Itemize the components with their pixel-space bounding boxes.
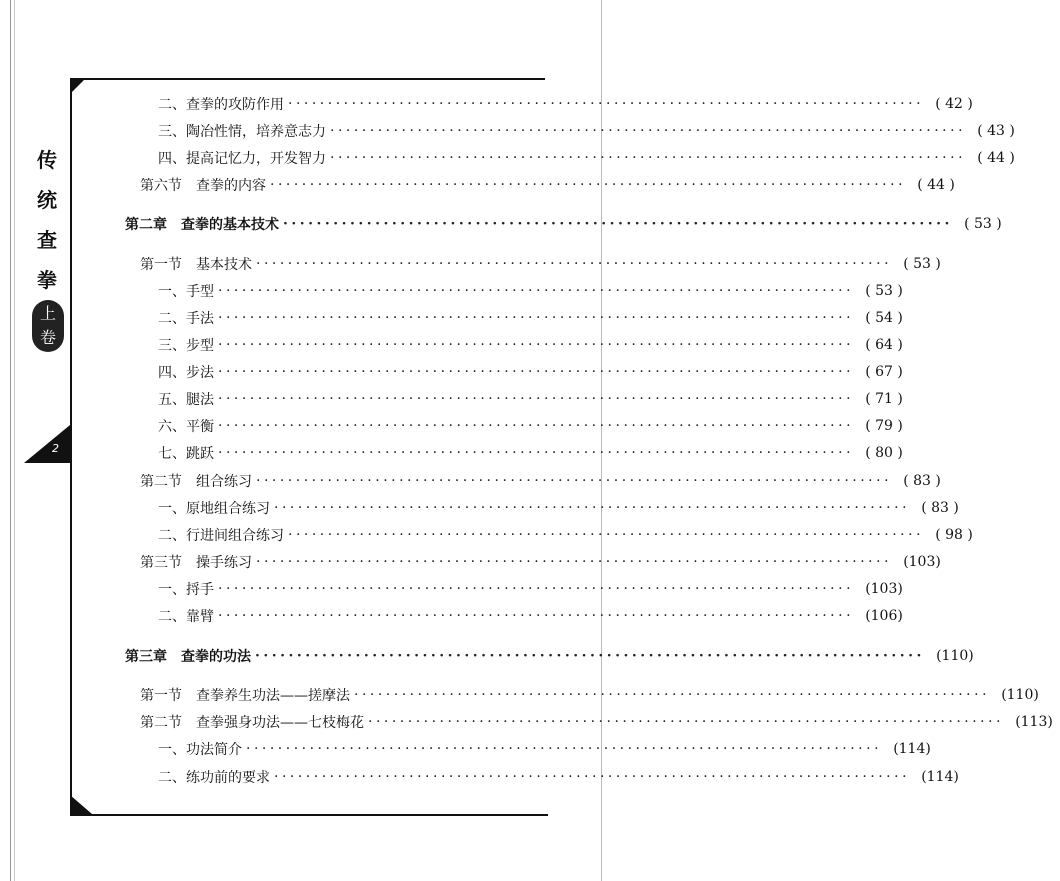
toc-subsection-entry (158, 388, 903, 410)
toc-entry-label: 四、步法 (158, 365, 214, 381)
toc-entry-page: ( 71 ) (865, 391, 903, 407)
toc-entry-label: 三、陶冶性情，培养意志力 (158, 124, 326, 140)
toc-entry-label: 第二节 查拳强身功法——七枝梅花 (140, 715, 364, 731)
toc-entry-label: 第六节 查拳的内容 (140, 178, 266, 194)
page-number-tab (24, 425, 70, 463)
side-title-char: 统 (37, 188, 57, 212)
toc-entry-label: 四、提高记忆力，开发智力 (158, 151, 326, 167)
toc-entry-label: 第二节 组合练习 (140, 474, 252, 490)
side-title-char: 查 (37, 228, 57, 252)
toc-entry-page: ( 83 ) (921, 500, 959, 516)
toc-leader-dots: ················································································ (368, 714, 1005, 730)
toc-entry-label: 第三章 查拳的功法 (125, 649, 251, 665)
toc-leader-dots: ················································································ (218, 445, 855, 461)
book-side-title (32, 140, 62, 300)
toc-leader-dots: ················································································ (218, 391, 855, 407)
toc-entry-page: ( 42 ) (935, 96, 973, 112)
toc-entry-page: ( 98 ) (935, 527, 973, 543)
toc-entry-page: (103) (903, 554, 941, 570)
toc-entry-label: 二、行进间组合练习 (158, 528, 284, 544)
toc-entry-label: 三、步型 (158, 338, 214, 354)
volume-char: 上 (39, 304, 56, 323)
toc-section-entry (140, 684, 1039, 706)
toc-section-entry (140, 253, 941, 275)
toc-leader-dots: ················································································ (218, 283, 855, 299)
page-number: 2 (52, 442, 59, 455)
frame-bottom-rule (70, 814, 548, 816)
toc-subsection-entry (158, 334, 903, 356)
toc-section-entry (140, 711, 1053, 733)
toc-entry-page: ( 53 ) (903, 256, 941, 272)
toc-entry-page: ( 67 ) (865, 364, 903, 380)
frame-corner-top (70, 80, 84, 94)
side-title-char: 传 (37, 148, 57, 172)
toc-entry-label: 第二章 查拳的基本技术 (125, 217, 279, 233)
toc-subsection-entry (158, 766, 959, 788)
toc-subsection-entry (158, 93, 973, 115)
toc-entry-label: 二、靠臂 (158, 609, 214, 625)
frame-left-rule (70, 78, 72, 816)
toc-leader-dots: ················································································ (218, 310, 855, 326)
toc-subsection-entry (158, 497, 959, 519)
volume-char: 卷 (39, 328, 56, 347)
toc-entry-label: 第三节 操手练习 (140, 555, 252, 571)
toc-entry-page: ( 64 ) (865, 337, 903, 353)
toc-subsection-entry (158, 147, 1015, 169)
toc-entry-label: 第一节 查拳养生功法——搓摩法 (140, 688, 350, 704)
toc-entry-page: ( 80 ) (865, 445, 903, 461)
toc-leader-dots: ················································································ (218, 364, 855, 380)
toc-leader-dots: ················································································ (256, 554, 893, 570)
side-title-char: 拳 (37, 268, 57, 292)
toc-leader-dots: ················································································ (255, 648, 925, 664)
toc-entry-page: (114) (893, 741, 931, 757)
toc-entry-page: (110) (1001, 687, 1039, 703)
toc-entry-page: ( 43 ) (977, 123, 1015, 139)
toc-section-entry (140, 174, 955, 196)
toc-chapter-entry (125, 645, 974, 667)
frame-corner-bottom (70, 795, 92, 814)
toc-leader-dots: ················································································ (283, 216, 953, 232)
toc-leader-dots: ················································································ (274, 769, 911, 785)
toc-entry-page: ( 79 ) (865, 418, 903, 434)
toc-leader-dots: ················································································ (330, 150, 967, 166)
toc-entry-label: 二、练功前的要求 (158, 770, 270, 786)
toc-entry-label: 第一节 基本技术 (140, 257, 252, 273)
toc-leader-dots: ················································································ (218, 581, 855, 597)
toc-leader-dots: ················································································ (288, 96, 925, 112)
toc-entry-page: ( 53 ) (964, 216, 1002, 232)
toc-subsection-entry (158, 524, 973, 546)
toc-entry-label: 一、手型 (158, 284, 214, 300)
toc-subsection-entry (158, 280, 903, 302)
toc-subsection-entry (158, 578, 903, 600)
volume-badge (32, 300, 64, 352)
scan-edge-left-inner (14, 0, 15, 881)
toc-section-entry (140, 470, 941, 492)
toc-entry-label: 一、捋手 (158, 582, 214, 598)
toc-entry-page: ( 44 ) (977, 150, 1015, 166)
toc-subsection-entry (158, 415, 903, 437)
toc-leader-dots: ················································································ (288, 527, 925, 543)
frame-top-rule (70, 78, 545, 80)
toc-subsection-entry (158, 307, 903, 329)
toc-leader-dots: ················································································ (246, 741, 883, 757)
toc-entry-page: ( 53 ) (865, 283, 903, 299)
toc-entry-label: 五、腿法 (158, 392, 214, 408)
toc-entry-page: (113) (1015, 714, 1053, 730)
toc-leader-dots: ················································································ (256, 473, 893, 489)
toc-entry-label: 二、查拳的攻防作用 (158, 97, 284, 113)
toc-subsection-entry (158, 361, 903, 383)
toc-subsection-entry (158, 605, 903, 627)
toc-entry-label: 六、平衡 (158, 419, 214, 435)
toc-entry-label: 七、跳跃 (158, 446, 214, 462)
toc-chapter-entry (125, 213, 1002, 235)
toc-leader-dots: ················································································ (354, 687, 991, 703)
toc-subsection-entry (158, 738, 931, 760)
toc-leader-dots: ················································································ (218, 337, 855, 353)
scan-edge-left (10, 0, 11, 881)
toc-entry-page: (106) (865, 608, 903, 624)
toc-subsection-entry (158, 442, 903, 464)
toc-subsection-entry (158, 120, 1015, 142)
toc-entry-page: ( 83 ) (903, 473, 941, 489)
toc-leader-dots: ················································································ (218, 418, 855, 434)
toc-entry-page: ( 44 ) (917, 177, 955, 193)
toc-entry-page: (110) (936, 648, 974, 664)
toc-entry-label: 二、手法 (158, 311, 214, 327)
toc-entry-label: 一、原地组合练习 (158, 501, 270, 517)
toc-entry-page: (103) (865, 581, 903, 597)
toc-leader-dots: ················································································ (218, 608, 855, 624)
toc-leader-dots: ················································································ (274, 500, 911, 516)
toc-section-entry (140, 551, 941, 573)
toc-leader-dots: ················································································ (330, 123, 967, 139)
toc-entry-label: 一、功法简介 (158, 742, 242, 758)
toc-leader-dots: ················································································ (270, 177, 907, 193)
toc-leader-dots: ················································································ (256, 256, 893, 272)
toc-entry-page: ( 54 ) (865, 310, 903, 326)
toc-entry-page: (114) (921, 769, 959, 785)
